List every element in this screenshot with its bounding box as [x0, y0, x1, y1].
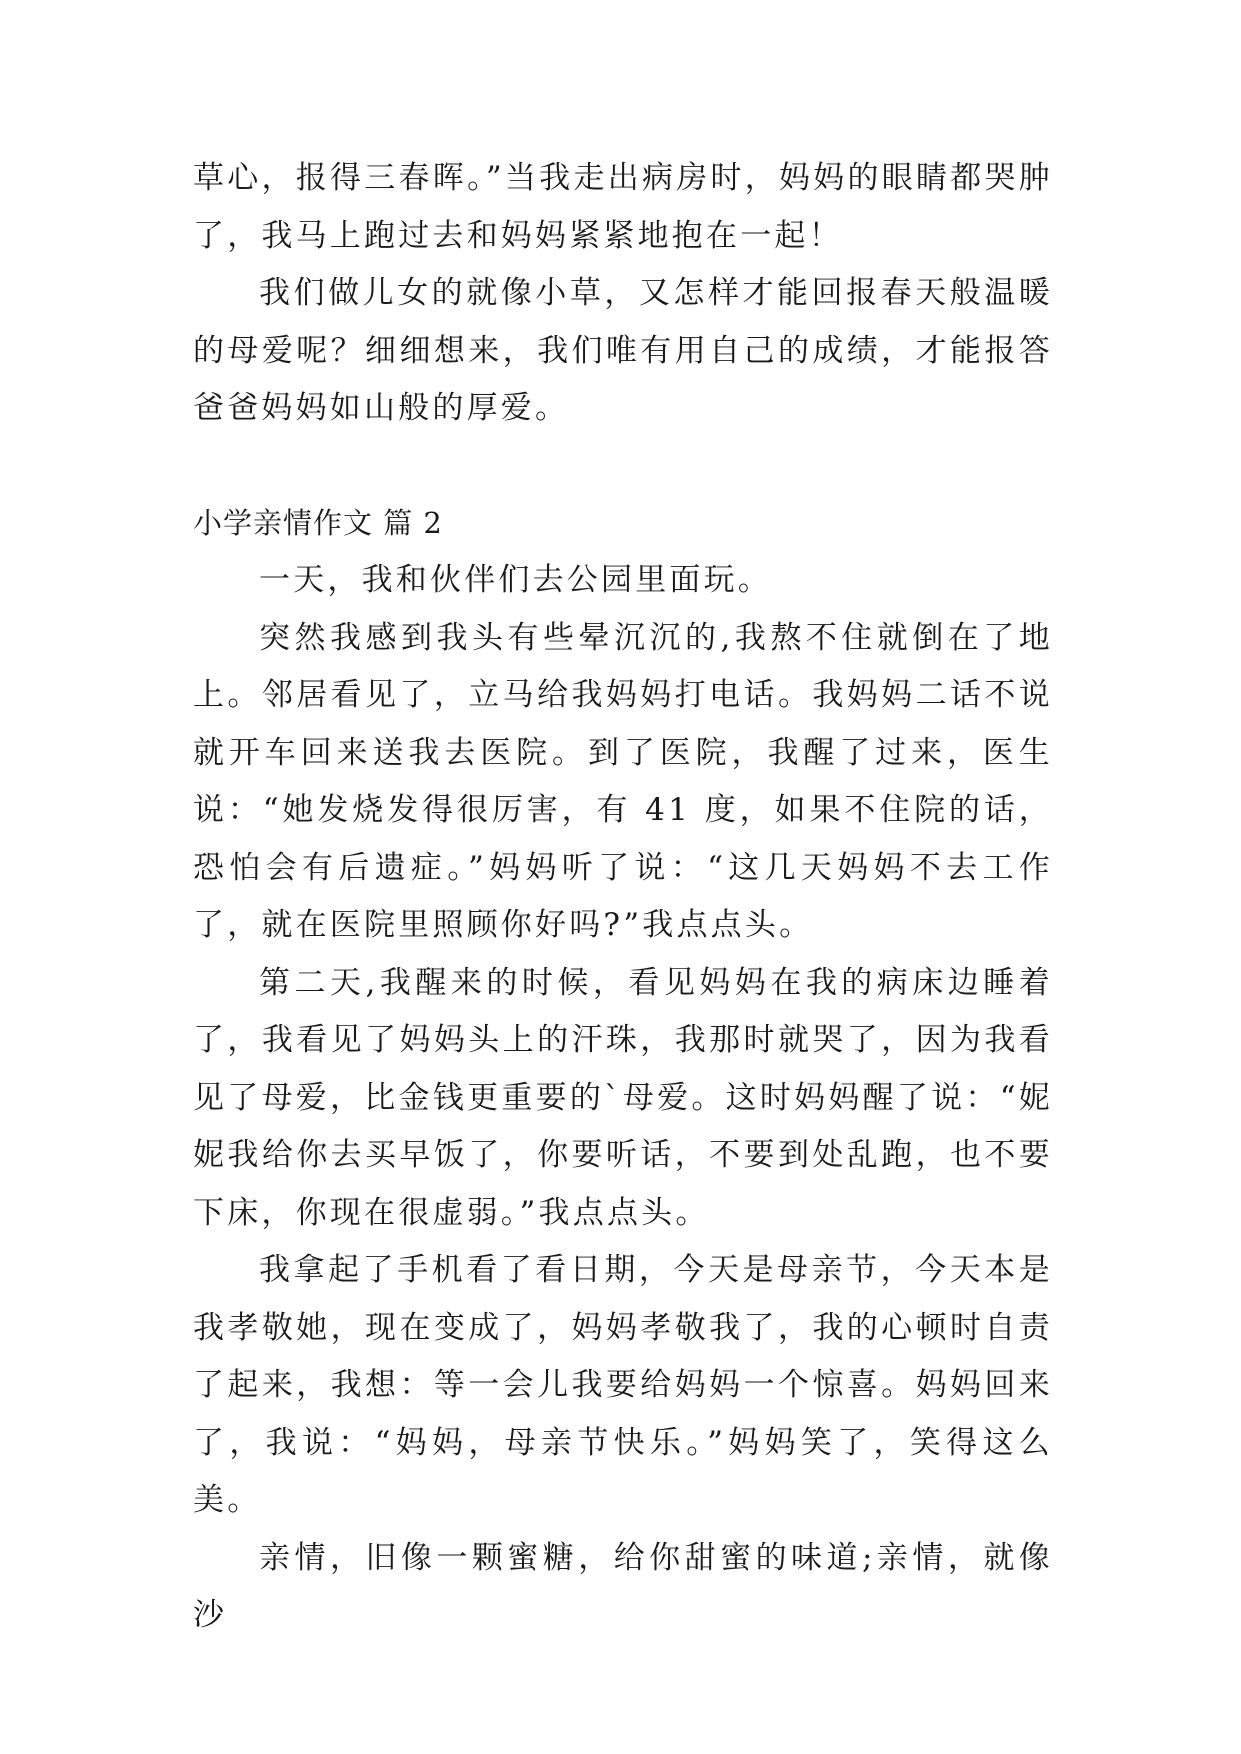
document-page	[193, 150, 1053, 1645]
paragraph: 突然我感到我头有些晕沉沉的,我熬不住就倒在了地上。邻居看见了，立马给我妈妈打电话。我妈妈二话不说就开车回来送我去医院。到了医院，我醒了过来，医生说：“她发烧发得很厉害，有 41 度，如果不住院的话，恐怕会有后遗症。”妈妈听了说：“这几天妈妈不去工作了，就在医院里照顾你好吗?”我点点头。	[193, 619, 1053, 943]
section-spacer	[193, 438, 1053, 495]
paragraph-truncated: 亲情，旧像一颗蜜糖，给你甜蜜的味道;亲情，就像沙	[193, 1539, 1053, 1633]
paragraph: 一天，我和伙伴们去公园里面玩。	[259, 562, 772, 598]
paragraph-continuation: 草心，报得三春晖。”当我走出病房时，妈妈的眼睛都哭肿了，我马上跑过去和妈妈紧紧地抱在一起！	[193, 160, 1053, 254]
section-title: 小学亲情作文 篇 2	[193, 505, 443, 540]
paragraph: 我拿起了手机看了看日期，今天是母亲节，今天本是我孝敬她，现在变成了，妈妈孝敬我了，我的心顿时自责了起来，我想：等一会儿我要给妈妈一个惊喜。妈妈回来了，我说：“妈妈，母亲节快乐。”妈妈笑了，笑得这么美。	[193, 1252, 1053, 1518]
paragraph: 我们做儿女的就像小草，又怎样才能回报春天般温暖的母爱呢？细细想来，我们唯有用自己的成绩，才能报答爸爸妈妈如山般的厚爱。	[193, 275, 1053, 426]
paragraph: 第二天,我醒来的时候，看见妈妈在我的病床边睡着了，我看见了妈妈头上的汗珠，我那时就哭了，因为我看见了母爱，比金钱更重要的`母爱。这时妈妈醒了说：“妮妮我给你去买早饭了，你要听话，不要到处乱跑，也不要下床，你现在很虚弱。”我点点头。	[193, 964, 1053, 1231]
